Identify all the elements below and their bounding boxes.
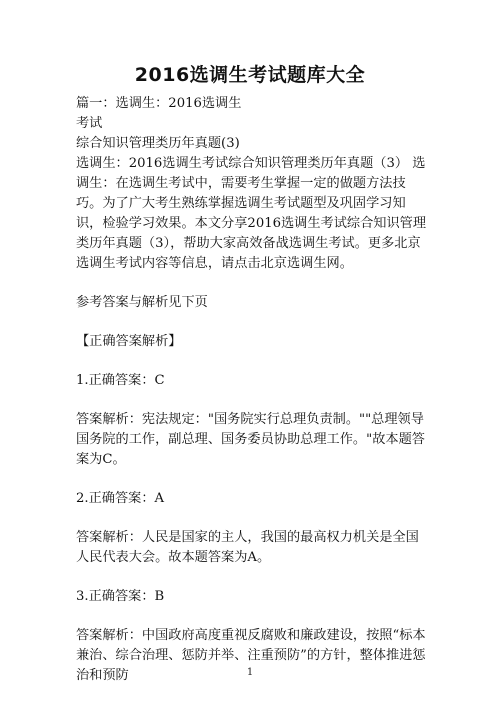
page-number: 1 [246, 667, 254, 678]
intro-paragraph: 选调生：2016选调生考试综合知识管理类历年真题（3） 选调生：在选调生考试中，需要考生掌握一定的做题方法技巧。为了广大考生熟练掌握选调生考试题型及巩固学习知识，检验学习效果。本文分享2016选调生考试综合知识管理类历年真题（3），帮助大家高效备战选调生考试。更多北京选调生考试内容等信息，请点击北京选调生网。 [76, 156, 427, 271]
document-title: 2016选调生考试题库大全 [134, 64, 366, 86]
explanation-3: 答案解析：中国政府高度重视反腐败和廉政建设，按照“标本兼治、综合治理、惩防并举、注重预防”的方针，整体推进惩治和预防 [76, 628, 426, 683]
chapter-line: 篇一：选调生：2016选调生 [76, 96, 242, 111]
chapter-subtitle: 综合知识管理类历年真题(3) [76, 136, 240, 151]
explanation-1: 答案解析：宪法规定："国务院实行总理负责制。""总理领导国务院的工作，副总理、国务委员协助总理工作。"故本题答案为C。 [76, 412, 425, 467]
answer-3: 3.正确答案：B [76, 589, 165, 604]
chapter-line-cont: 考试 [76, 116, 103, 131]
answer-2: 2.正确答案：A [76, 491, 165, 506]
reference-note: 参考答案与解析见下页 [76, 295, 208, 310]
answer-1: 1.正确答案：C [76, 373, 165, 388]
document-body [76, 94, 428, 686]
section-header: 【正确答案解析】 [76, 334, 182, 349]
explanation-2: 答案解析：人民是国家的主人，我国的最高权力机关是全国人民代表大会。故本题答案为A。 [76, 530, 419, 565]
